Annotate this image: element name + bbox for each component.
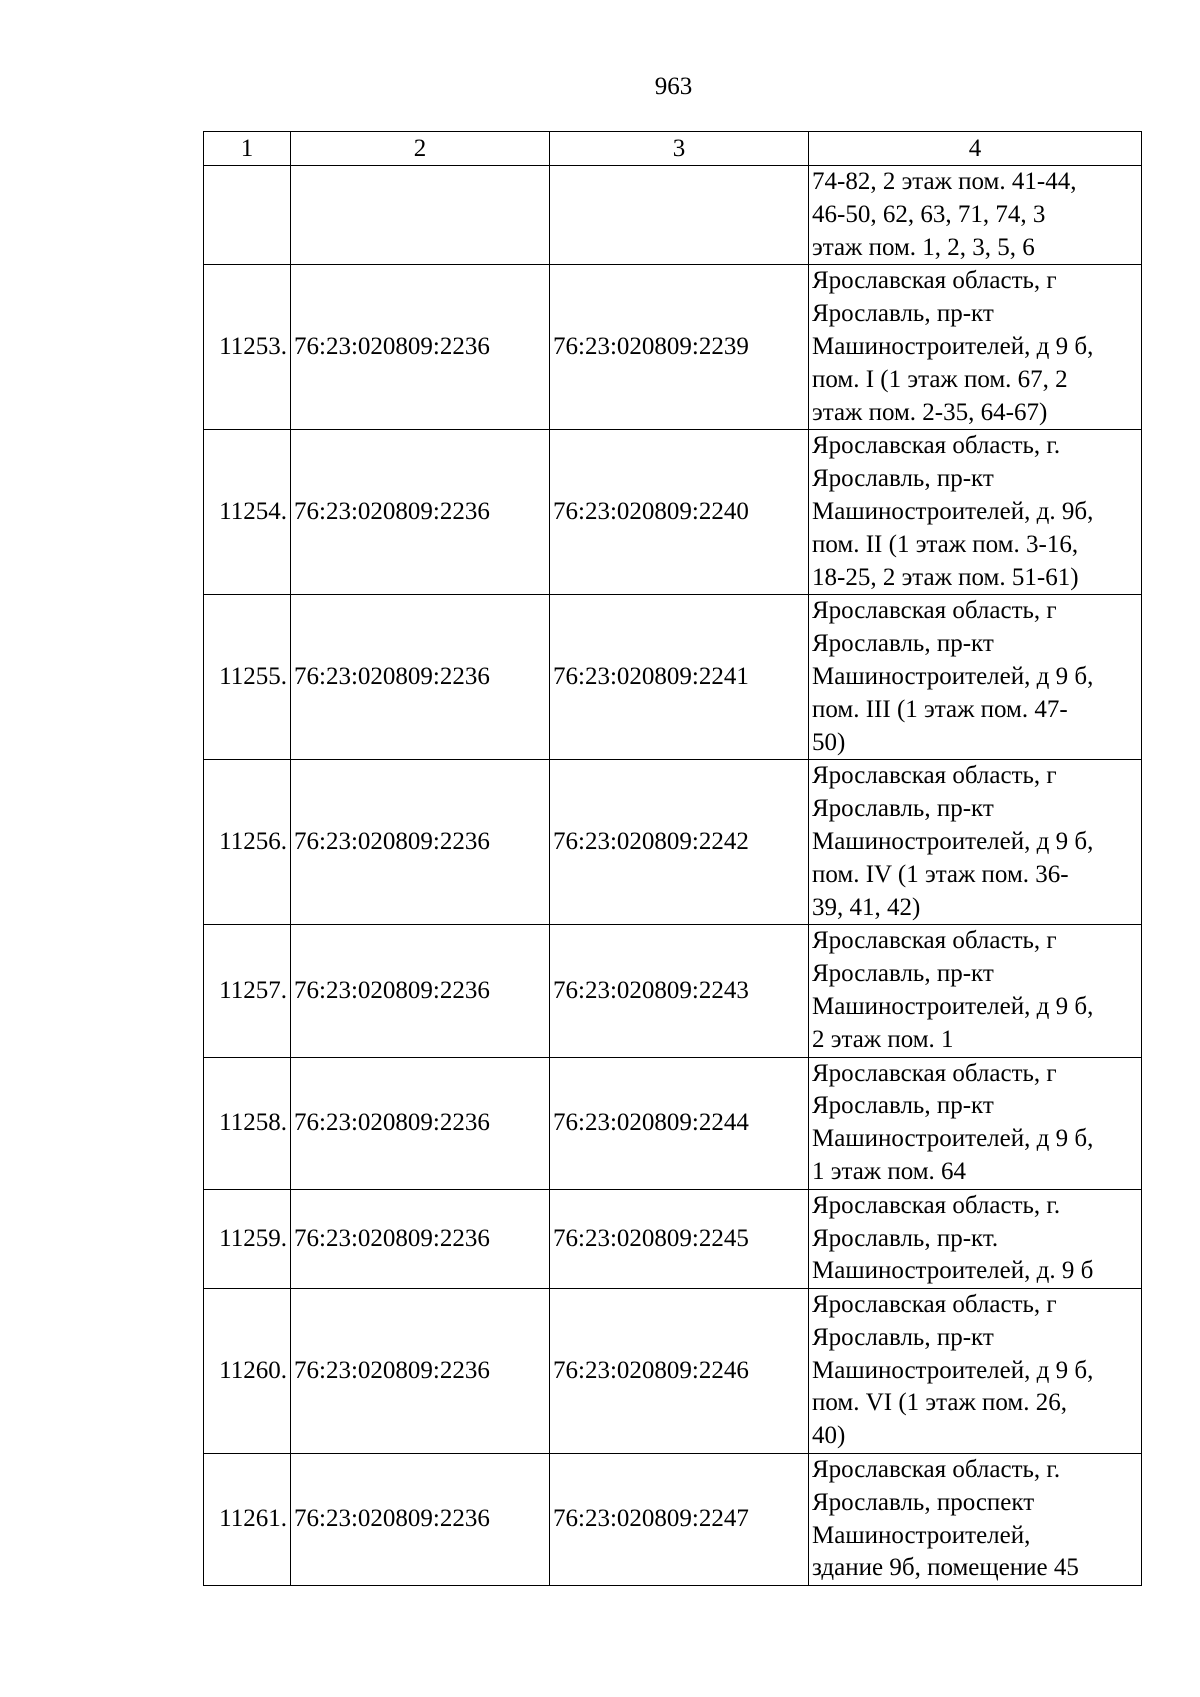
address-line: Ярославская область, г xyxy=(812,267,1057,295)
table-row xyxy=(204,595,1142,760)
row-number-cell: 11260. xyxy=(204,1289,291,1454)
row-number-cell: 11258. xyxy=(204,1057,291,1189)
address-line: этаж пом. 1, 2, 3, 5, 6 xyxy=(812,233,1035,261)
cadastral-number-cell: 76:23:020809:2241 xyxy=(550,595,809,760)
address-line: пом. VI (1 этаж пом. 26, xyxy=(812,1389,1067,1417)
row-number-cell: 11255. xyxy=(204,595,291,760)
address-cell xyxy=(809,760,1142,925)
parent-cadastral-number-cell xyxy=(291,166,550,265)
row-number-cell: 11261. xyxy=(204,1454,291,1586)
address-line: Машиностроителей, д 9 б, xyxy=(812,332,1094,360)
table-row xyxy=(204,1057,1142,1189)
address-line: 46-50, 62, 63, 71, 74, 3 xyxy=(812,200,1046,228)
address-line: Ярославль, пр-кт. xyxy=(812,1224,999,1252)
address-line: Ярославль, пр-кт xyxy=(812,795,994,823)
column-header-3: 3 xyxy=(550,132,809,166)
cadastral-number-cell xyxy=(550,166,809,265)
address-cell xyxy=(809,430,1142,595)
table-row xyxy=(204,1289,1142,1454)
address-line: пом. II (1 этаж пом. 3-16, xyxy=(812,530,1079,558)
page-number: 963 xyxy=(654,73,693,100)
address-line: Ярославль, пр-кт xyxy=(812,960,994,988)
address-line: 40) xyxy=(812,1422,846,1450)
column-header-1: 1 xyxy=(204,132,291,166)
address-line: Ярославская область, г xyxy=(812,762,1057,790)
address-cell xyxy=(809,166,1142,265)
row-number-cell: 11253. xyxy=(204,265,291,430)
address-cell xyxy=(809,595,1142,760)
address-line: пом. III (1 этаж пом. 47- xyxy=(812,695,1068,723)
address-cell xyxy=(809,1289,1142,1454)
parent-cadastral-number-cell: 76:23:020809:2236 xyxy=(291,595,550,760)
address-line: Ярославль, проспект xyxy=(812,1488,1035,1516)
address-line: 39, 41, 42) xyxy=(812,893,921,921)
address-line: Ярославль, пр-кт xyxy=(812,465,994,493)
cadastral-number-cell: 76:23:020809:2245 xyxy=(550,1189,809,1288)
cadastral-number-cell: 76:23:020809:2239 xyxy=(550,265,809,430)
table-header-row xyxy=(204,132,1142,166)
row-number-cell: 11257. xyxy=(204,925,291,1057)
address-line: 2 этаж пом. 1 xyxy=(812,1025,954,1053)
row-number-cell: 11256. xyxy=(204,760,291,925)
address-line: Машиностроителей, д 9 б, xyxy=(812,992,1094,1020)
row-number-cell xyxy=(204,166,291,265)
column-header-4: 4 xyxy=(809,132,1142,166)
table-row xyxy=(204,1454,1142,1586)
table-row xyxy=(204,760,1142,925)
address-line: Машиностроителей, д 9 б, xyxy=(812,662,1094,690)
address-line: этаж пом. 2-35, 64-67) xyxy=(812,398,1048,426)
address-line: Ярославская область, г. xyxy=(812,1456,1061,1484)
address-line: Ярославская область, г xyxy=(812,1291,1057,1319)
address-line: Машиностроителей, xyxy=(812,1521,1031,1549)
cadastral-number-cell: 76:23:020809:2246 xyxy=(550,1289,809,1454)
address-line: Ярославская область, г xyxy=(812,1059,1057,1087)
parent-cadastral-number-cell: 76:23:020809:2236 xyxy=(291,1189,550,1288)
table-row xyxy=(204,430,1142,595)
row-number-cell: 11259. xyxy=(204,1189,291,1288)
table-row xyxy=(204,925,1142,1057)
parent-cadastral-number-cell: 76:23:020809:2236 xyxy=(291,265,550,430)
parent-cadastral-number-cell: 76:23:020809:2236 xyxy=(291,430,550,595)
address-line: пом. IV (1 этаж пом. 36- xyxy=(812,860,1069,888)
address-line: пом. I (1 этаж пом. 67, 2 xyxy=(812,365,1068,393)
address-line: Ярославская область, г. xyxy=(812,1191,1061,1219)
row-number-cell: 11254. xyxy=(204,430,291,595)
parent-cadastral-number-cell: 76:23:020809:2236 xyxy=(291,760,550,925)
address-line: 1 этаж пом. 64 xyxy=(812,1157,967,1185)
address-cell xyxy=(809,1057,1142,1189)
address-cell xyxy=(809,1454,1142,1586)
parent-cadastral-number-cell: 76:23:020809:2236 xyxy=(291,1289,550,1454)
cadastral-number-cell: 76:23:020809:2240 xyxy=(550,430,809,595)
address-line: Машиностроителей, д. 9 б xyxy=(812,1257,1094,1285)
cadastral-number-cell: 76:23:020809:2242 xyxy=(550,760,809,925)
cadastral-number-cell: 76:23:020809:2244 xyxy=(550,1057,809,1189)
address-line: Машиностроителей, д. 9б, xyxy=(812,497,1094,525)
address-cell xyxy=(809,1189,1142,1288)
address-line: 50) xyxy=(812,728,846,756)
address-line: Ярославская область, г. xyxy=(812,432,1061,460)
address-line: Машиностроителей, д 9 б, xyxy=(812,827,1094,855)
table-row xyxy=(204,265,1142,430)
column-header-2: 2 xyxy=(291,132,550,166)
address-line: Ярославль, пр-кт xyxy=(812,1092,994,1120)
address-line: Ярославль, пр-кт xyxy=(812,300,994,328)
table-body xyxy=(204,166,1142,1586)
address-line: 18-25, 2 этаж пом. 51-61) xyxy=(812,563,1079,591)
parent-cadastral-number-cell: 76:23:020809:2236 xyxy=(291,1057,550,1189)
address-line: Ярославль, пр-кт xyxy=(812,1323,994,1351)
registry-table xyxy=(203,131,1142,1586)
parent-cadastral-number-cell: 76:23:020809:2236 xyxy=(291,925,550,1057)
address-cell xyxy=(809,265,1142,430)
address-line: 74-82, 2 этаж пом. 41-44, xyxy=(812,168,1077,195)
address-line: Машиностроителей, д 9 б, xyxy=(812,1356,1094,1384)
table-row xyxy=(204,1189,1142,1288)
parent-cadastral-number-cell: 76:23:020809:2236 xyxy=(291,1454,550,1586)
cadastral-number-cell: 76:23:020809:2247 xyxy=(550,1454,809,1586)
address-line: Машиностроителей, д 9 б, xyxy=(812,1125,1094,1153)
address-line: Ярославль, пр-кт xyxy=(812,630,994,658)
address-line: Ярославская область, г xyxy=(812,597,1057,625)
table-row xyxy=(204,166,1142,265)
address-line: здание 9б, помещение 45 xyxy=(812,1554,1079,1582)
address-line: Ярославская область, г xyxy=(812,927,1057,955)
cadastral-number-cell: 76:23:020809:2243 xyxy=(550,925,809,1057)
address-cell xyxy=(809,925,1142,1057)
